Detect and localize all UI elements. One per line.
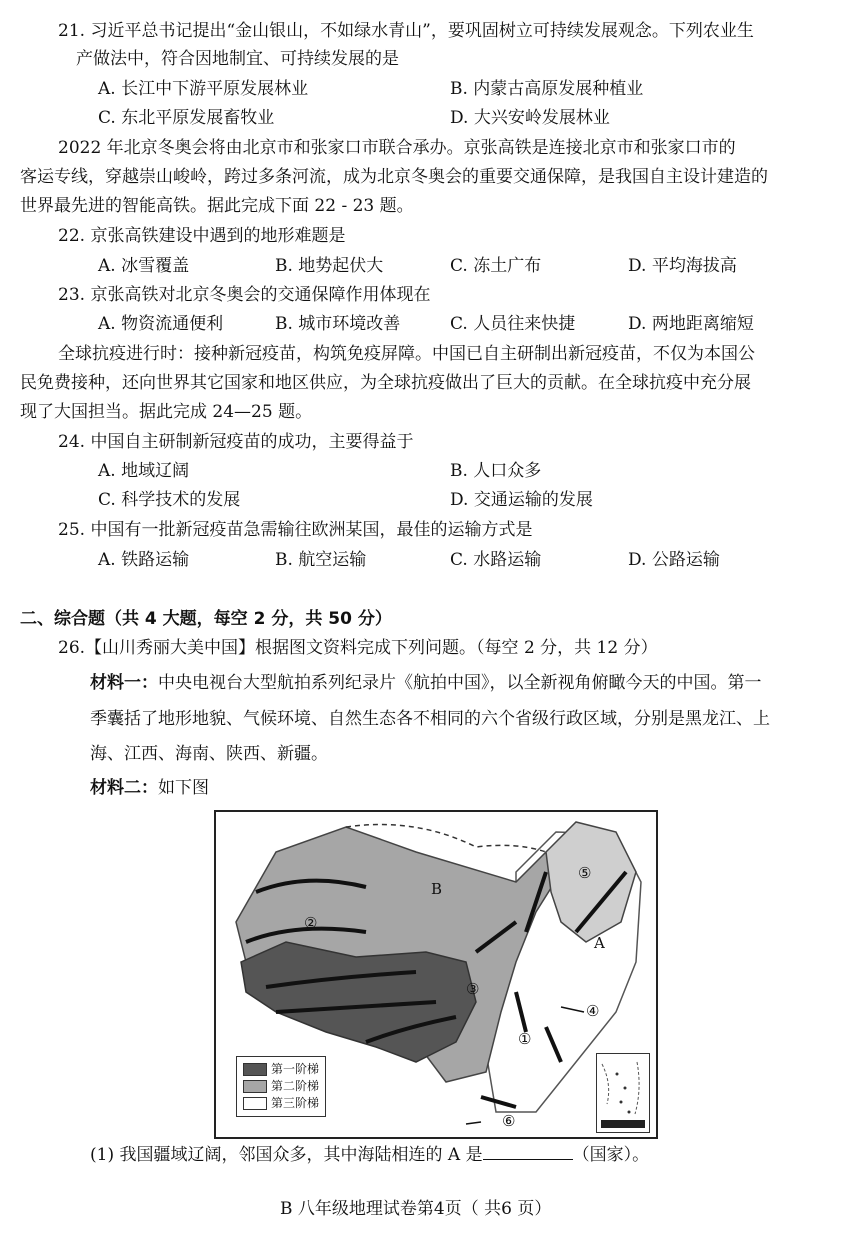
q26-stem: 26.【山川秀丽大美中国】根据图文资料完成下列问题。（每空 2 分，共 12 分） [58, 638, 658, 658]
q21-line2: 产做法中，符合因地制宜、可持续发展的是 [76, 49, 399, 69]
map-label-6: ⑥ [502, 1112, 516, 1130]
q26-material1-line3: 海、江西、海南、陕西、新疆。 [90, 744, 328, 764]
q26-material2-line [90, 777, 209, 799]
map-label-1: ① [518, 1030, 532, 1048]
q26-sub1-suffix: （国家）。 [572, 1145, 650, 1165]
q25-option-a: A. 铁路运输 [98, 550, 190, 570]
material1-text: 中央电视台大型航拍系列纪录片《航拍中国》，以全新视角俯瞰今天的中国。第一 [158, 673, 762, 693]
q22-stem: 22. 京张高铁建设中遇到的地形难题是 [58, 226, 346, 246]
q21-option-d: D. 大兴安岭发展林业 [450, 108, 610, 128]
legend-step1: 第一阶梯 [243, 1061, 319, 1078]
q23-stem: 23. 京张高铁对北京冬奥会的交通保障作用体现在 [58, 285, 431, 305]
material1-label: 材料一： [90, 673, 158, 693]
q26-sub1-prefix: (1) 我国疆域辽阔，邻国众多，其中海陆相连的 A 是 [90, 1145, 483, 1165]
q23-option-a: A. 物资流通便利 [98, 314, 224, 334]
map-legend [236, 1056, 326, 1117]
q24-option-b: B. 人口众多 [450, 461, 542, 481]
passage2-line3: 现了大国担当。据此完成 24—25 题。 [20, 402, 313, 422]
q21-line1: 21. 习近平总书记提出“金山银山，不如绿水青山”，要巩固树立可持续发展观念。下列农业生 [58, 21, 754, 41]
q21-option-b: B. 内蒙古高原发展种植业 [450, 79, 644, 99]
q24-stem: 24. 中国自主研制新冠疫苗的成功，主要得益于 [58, 432, 414, 452]
q24-option-c: C. 科学技术的发展 [98, 490, 241, 510]
step1-region [241, 942, 476, 1062]
q26-sub1 [90, 1143, 649, 1166]
q21-option-c: C. 东北平原发展畜牧业 [98, 108, 275, 128]
page-footer: B 八年级地理试卷第4页（ 共6 页） [280, 1199, 552, 1219]
map-label-3: ③ [466, 980, 480, 998]
q23-option-d: D. 两地距离缩短 [628, 314, 754, 334]
passage1-line3: 世界最先进的智能高铁。据此完成下面 22 - 23 题。 [20, 196, 414, 216]
q22-option-b: B. 地势起伏大 [275, 256, 384, 276]
q25-stem: 25. 中国有一批新冠疫苗急需输往欧洲某国，最佳的运输方式是 [58, 520, 533, 540]
map-label-2: ② [304, 914, 318, 932]
q23-option-c: C. 人员往来快捷 [450, 314, 576, 334]
legend-step3: 第三阶梯 [243, 1095, 319, 1112]
passage1-line1: 2022 年北京冬奥会将由北京市和张家口市联合承办。京张高铁是连接北京市和张家口市的 [58, 138, 736, 158]
q23-option-b: B. 城市环境改善 [275, 314, 401, 334]
map-label-5: ⑤ [578, 864, 592, 882]
q22-option-c: C. 冻土广布 [450, 256, 542, 276]
south-china-sea-inset [596, 1053, 650, 1133]
q24-option-d: D. 交通运输的发展 [450, 490, 593, 510]
legend-step2: 第二阶梯 [243, 1078, 319, 1095]
section2-heading: 二、综合题（共 4 大题，每空 2 分，共 50 分） [20, 609, 392, 629]
q25-option-b: B. 航空运输 [275, 550, 367, 570]
answer-blank[interactable] [483, 1143, 573, 1160]
q26-material1-line1 [90, 672, 762, 694]
passage2-line2: 民免费接种，还向世界其它国家和地区供应，为全球抗疫做出了巨大的贡献。在全球抗疫中充分展 [20, 373, 751, 393]
passage1-line2: 客运专线，穿越崇山峻岭，跨过多条河流，成为北京冬奥会的重要交通保障，是我国自主设计建造的 [20, 167, 768, 187]
map-label-a: A [594, 934, 605, 952]
passage2-line1: 全球抗疫进行时：接种新冠疫苗，构筑免疫屏障。中国已自主研制出新冠疫苗，不仅为本国公 [58, 344, 755, 364]
q26-material1-line2: 季囊括了地形地貌、气候环境、自然生态各不相同的六个省级行政区域，分别是黑龙江、上 [90, 709, 770, 729]
q21-option-a: A. 长江中下游平原发展林业 [98, 79, 309, 99]
q22-option-a: A. 冰雪覆盖 [98, 256, 190, 276]
china-terrain-steps-map [214, 810, 658, 1139]
q22-option-d: D. 平均海拔高 [628, 256, 737, 276]
map-label-4: ④ [586, 1002, 600, 1020]
map-label-b: B [431, 880, 443, 898]
q24-option-a: A. 地域辽阔 [98, 461, 190, 481]
material2-label: 材料二： [90, 778, 158, 798]
q25-option-d: D. 公路运输 [628, 550, 720, 570]
material2-text: 如下图 [158, 778, 209, 798]
q25-option-c: C. 水路运输 [450, 550, 542, 570]
